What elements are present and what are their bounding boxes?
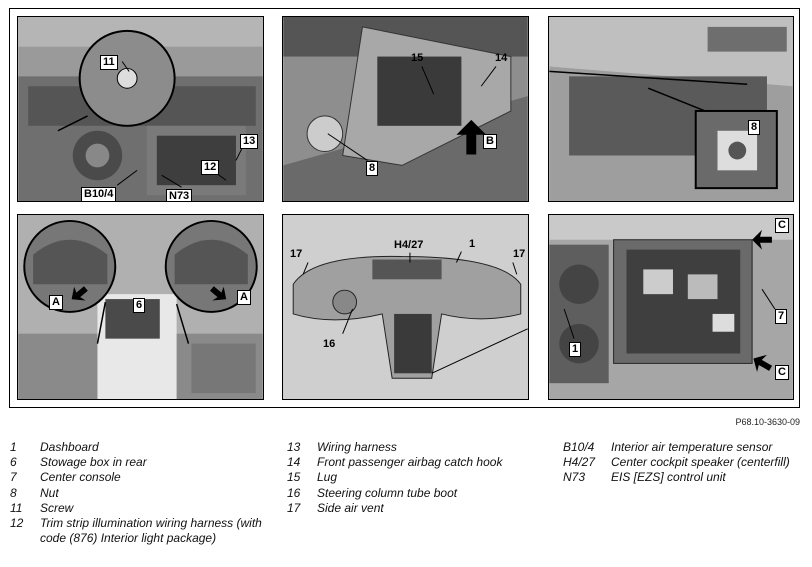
nut-detail-photo [549,17,793,201]
dashboard-photo [18,17,263,201]
legend-item [10,470,265,485]
legend-number: 12 [10,516,24,531]
callout-7: 7 [775,309,787,324]
legend-column-3 [563,440,808,486]
legend-number: 6 [10,455,17,470]
airbag-hook-photo [283,17,528,201]
panel-airbag-catch-hook [282,16,529,202]
callout-c: C [775,218,789,233]
legend-item [287,486,547,501]
legend-item [287,440,547,455]
callout-14: 14 [495,52,508,64]
legend-item [287,470,547,485]
callout-8: 8 [748,120,760,135]
legend-number: 11 [10,500,23,515]
legend-text: Center console [40,470,121,485]
legend-number: 17 [287,500,301,515]
legend-number: N73 [563,470,586,485]
callout-n73: N73 [166,189,192,202]
legend-number: 7 [10,470,17,485]
callout-11: 11 [100,55,118,70]
legend-item [563,455,808,470]
legend-text: Stowage box in rear [40,455,147,470]
panel-center-console [548,214,794,400]
callout-b10-4: B10/4 [81,187,116,202]
legend-number: 13 [287,440,301,454]
legend-item [10,501,265,516]
legend-column-2 [287,440,547,516]
callout-1: 1 [469,238,476,250]
legend-text: Side air vent [317,500,384,515]
legend-text: Screw [40,500,74,515]
legend-text: Center cockpit speaker (centerfill) [611,455,790,470]
legend-text: Interior air temperature sensor [611,440,773,454]
callout-c: C [775,365,789,380]
panel-dashboard-removed-view [17,16,264,202]
legend-number: 1 [10,440,17,454]
legend-number: 15 [287,470,301,485]
legend-text: Trim strip illumination wiring harness (with code (876) Interior light package) [40,516,262,546]
callout-h4-27: H4/27 [394,239,424,251]
callout-17: 17 [290,248,303,260]
callout-12: 12 [201,160,219,175]
legend-text: Lug [317,470,338,485]
legend-item [10,486,265,501]
callout-6: 6 [133,298,145,313]
legend-item [10,440,265,455]
legend-number: 14 [287,455,301,470]
center-console-photo [549,215,793,399]
legend-number: H4/27 [563,455,596,470]
callout-15: 15 [411,52,424,64]
legend-item [10,516,265,546]
legend-text: Nut [40,485,59,500]
legend-number: B10/4 [563,440,595,454]
legend-text: Dashboard [40,440,99,454]
legend-item [10,455,265,470]
legend-column-1 [10,440,265,546]
figure-frame [9,8,800,408]
callout-b: B [483,134,497,149]
legend-item [287,455,547,470]
callout-17: 17 [513,248,526,260]
legend-text: Front passenger airbag catch hook [317,455,503,470]
panel-stowage-box [17,214,264,400]
callout-a: A [49,295,63,310]
legend-text: EIS [EZS] control unit [611,470,726,485]
legend-number: 16 [287,485,301,500]
legend-number: 8 [10,485,17,500]
callout-13: 13 [240,134,258,149]
legend-item [287,501,547,516]
callout-1: 1 [569,342,581,357]
legend-text: Steering column tube boot [317,485,458,500]
legend-text: Wiring harness [317,440,397,454]
callout-16: 16 [323,338,336,350]
callout-a: A [237,290,251,305]
callout-8: 8 [366,161,378,176]
figure-reference: P68.10-3630-09 [735,417,800,427]
panel-dashboard-overview [282,214,529,400]
panel-nut-detail [548,16,794,202]
legend-item [563,470,808,485]
legend-item [563,440,808,455]
